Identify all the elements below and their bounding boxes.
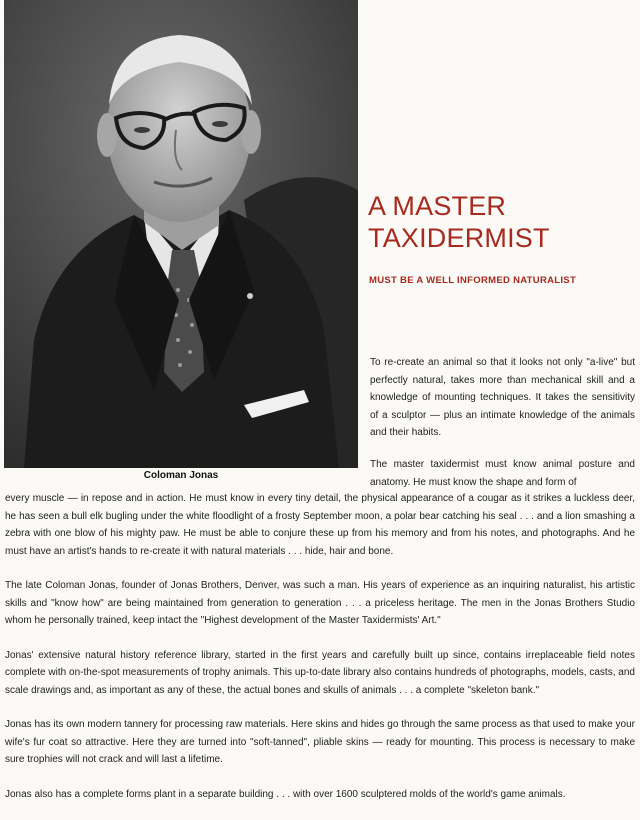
title-line-2: TAXIDERMIST: [368, 223, 550, 253]
body-text: [5, 490, 635, 820]
paragraph-2-continued: every muscle — in repose and in action. He must know in every tiny detail, the physical appearance of a cougar as it strikes a luckless deer, he has seen a bull elk bugling under the white floodlight of a frosty September moon, a polar bear catching his seal . . . and a lion smashing a zebra with one blow of his mighty paw. He must be able to conjure these up from his memory and from his notes, and photographs. And he must have an artist's hands to re-create it with natural materials . . . hide, hair and bone.: [5, 493, 635, 557]
portrait-illustration: [4, 0, 358, 468]
paragraph-3: The late Coloman Jonas, founder of Jonas Brothers, Denver, was such a man. His years of experience as an inquiring naturalist, his artistic skills and "know how" are being maintained from generation to generation . . . a priceless heritage. The men in the Jonas Brothers Studio whom he personally trained, keep intact the "Highest development of the Master Taxidermists' Art.": [5, 580, 635, 626]
page-title: [368, 190, 628, 254]
title-line-1: A MASTER: [368, 191, 507, 221]
intro-paragraph: To re-create an animal so that it looks not only "a-live" but perfectly natural, takes more than mechanical skill and a knowledge of mounting techniques. It takes the sensitivity of a sculptor — plus an intimate knowledge of the animals and their habits.: [370, 357, 635, 438]
portrait-photo: [4, 0, 358, 468]
page-subtitle: MUST BE A WELL INFORMED NATURALIST: [369, 275, 577, 286]
paragraph-4: Jonas' extensive natural history reference library, started in the first years and carefully built up since, contains irreplaceable field notes complete with on-the-spot measurements of trophy animals. This up-to-date library also contains hundreds of photographs, models, casts, and scale drawings and, as important as any of these, the actual bones and skulls of animals . . . a complete "skeleton bank.": [5, 649, 635, 696]
paragraph-5: Jonas has its own modern tannery for processing raw materials. Here skins and hides go through the same process as that used to make your wife's fur coat so attractive. Here they are turned into "soft-tanned", pliable skins — ready for mounting. This process is necessary to make sure trophies will not crack and will last a lifetime.: [5, 719, 635, 765]
paragraph-2-start: The master taxidermist must know animal posture and anatomy. He must know the shape and form of: [370, 459, 635, 488]
photo-caption: Coloman Jonas: [143, 470, 219, 481]
paragraph-6: Jonas also has a complete forms plant in a separate building . . . with over 1600 sculptered molds of the world's game animals.: [5, 788, 566, 800]
